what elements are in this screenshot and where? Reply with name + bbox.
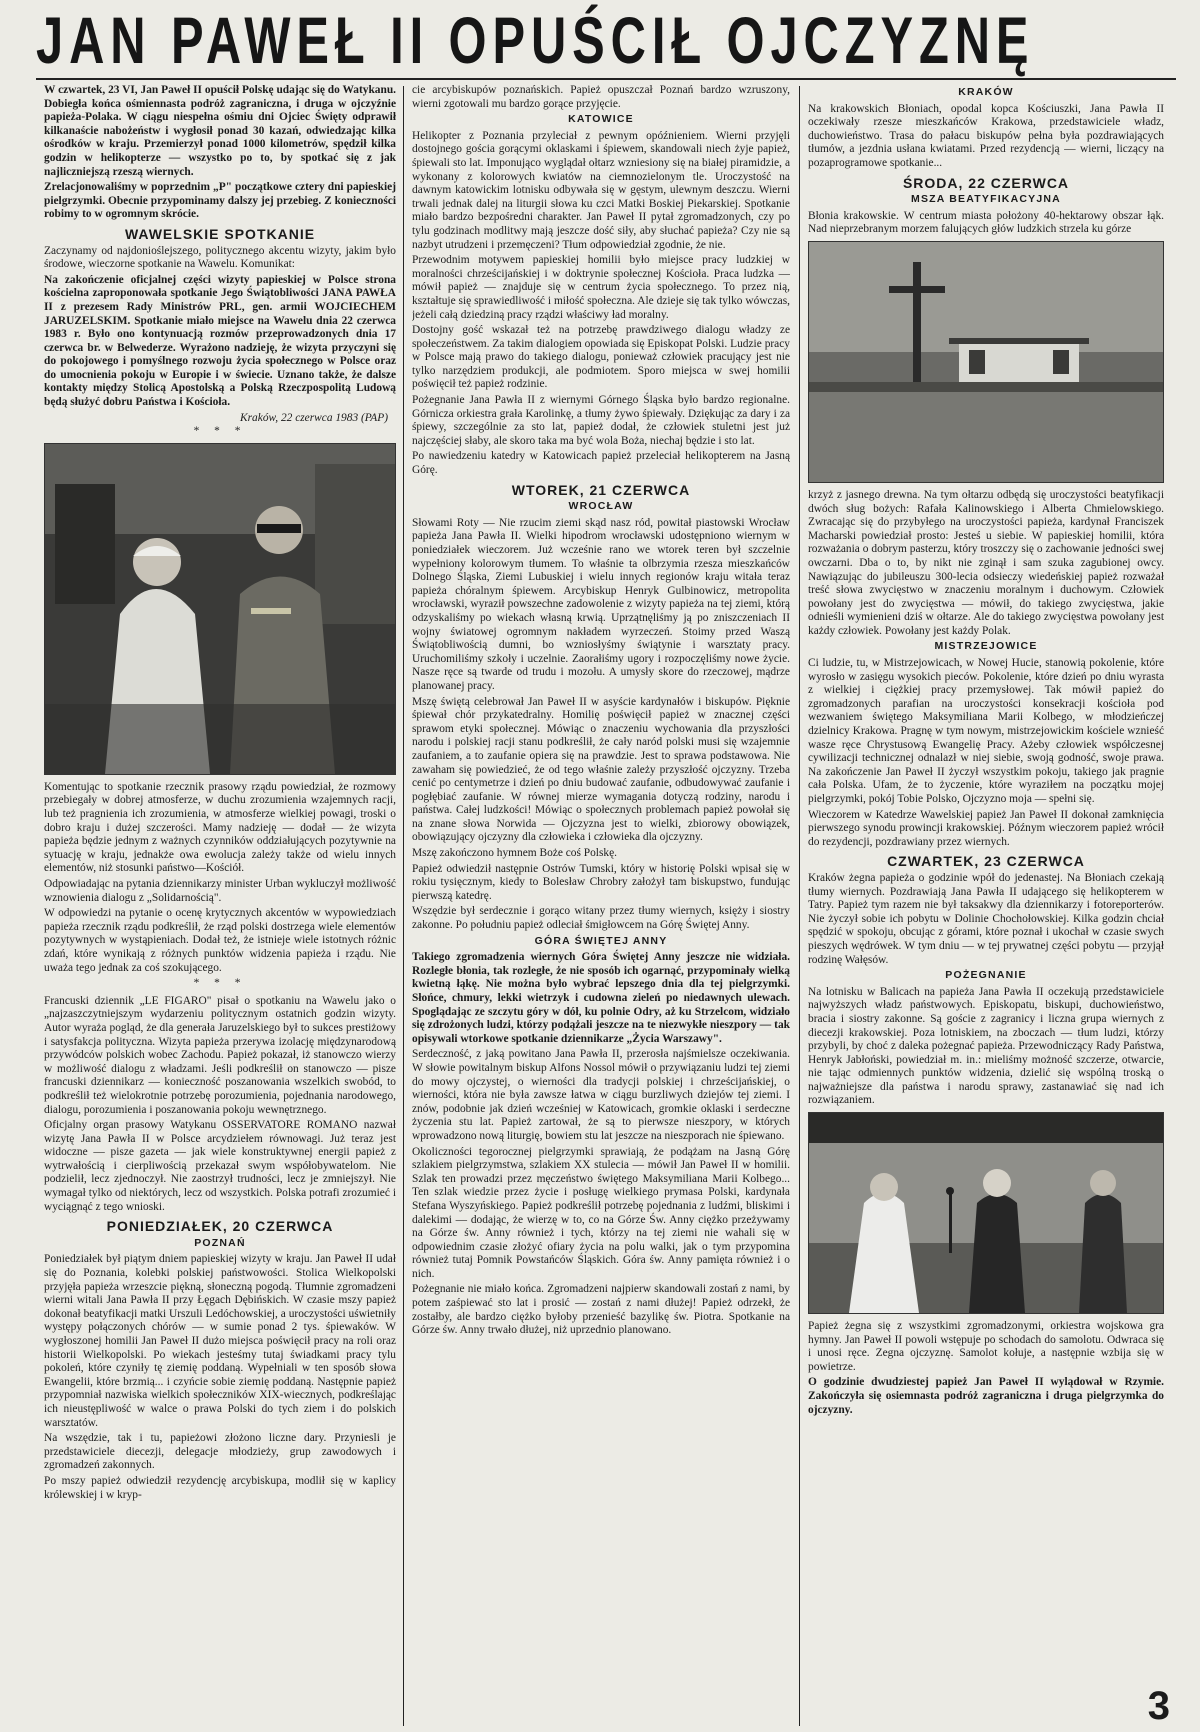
paragraph: Wieczorem w Katedrze Wawelskiej papież Jan Paweł II dokonał zamknięcia pierwszego synodu prowincji krakowskiej. Późnym wieczorem papież wrócił do rezydencji, pozdrawiany przez wiernych.: [808, 808, 1164, 848]
paragraph: Mszę świętą celebrował Jan Paweł II w asyście kardynałów i biskupów. Pięknie śpiewał chór przykatedralny. Homilię poświęcił papież w znacznej części sprawom etyki społecznej. Mówiąc o znaczeniu wychowania dla przyszłości narodu i polskiej racji stanu podkreślił, że cały naród polski musi się wzajemnie zaufaniem, a to zaufanie opiera się na prawdzie. Jest to sprawa podstawowa. Nie zawaham się powiedzieć, że od tego właśnie zależy przyszłość ojczyzny. Trzeba cenić po centymetrze i dzień po dniu budować zaufanie, odbudowywać zaufanie i pogłębiać zaufanie. W równej mierze wymagania dotyczą rodziny, narodu i państwa. Całej ludzkości! Mówiąc o społecznych problemach papież powołał się na znane słowa Norwida — Ojczyzna jest to wielki, zbiorowy obowiązek, obowiązujący ojczyzny dla człowieka i człowieka dla ojczyzny.: [412, 695, 790, 844]
paragraph: Pożegnanie nie miało końca. Zgromadzeni najpierw skandowali zostań z nami, by potem zaśpiewać sto lat i prosić — zostań z nami dłużej! Papież odrzekł, że zostałby, ale bardzo ciężko byłoby przenieść bazylikę św. Piotra. Spotkanie na Górze św. Anny trwało dłużej, niż uprzednio planowano.: [412, 1283, 790, 1337]
paragraph: Papież żegna się z wszystkimi zgromadzonymi, orkiestra wojskowa gra hymny. Jan Paweł II powoli wstępuje po schodach do samolotu. Odwraca się i unosi ręce. Zegna ojczyznę. Samolot kołuje, a następnie wzbija się w powietrze.: [808, 1320, 1164, 1373]
subheading-pozegnanie: POŻEGNANIE: [945, 969, 1027, 982]
subheading-wroclaw: WROCŁAW: [568, 500, 634, 513]
paragraph: Błonia krakowskie. W centrum miasta położony 40-hektarowy obszar łąk. Nad nieprzebranym morzem falujących głów ludzkich strzela ku górze: [808, 209, 1164, 236]
paragraph: Oficjalny organ prasowy Watykanu OSSERVATORE ROMANO nazwał wizytę Jana Pawła II w Polsce arcydziełem równowagi. Już teraz jest widoczne — pisze gazeta — jak wiele konstruktywnej energii papież z wytrwałością i cierpliwością przekazał swym współobywatelom. Nie podzielił, lecz zjednoczył. Nie zaostrzył trudności, lecz je zmniejszył. Nie wymagał tylko od niektórych, lecz od wszystkich. Polska potrafi zrozumieć i wyciągnąć z tego wnioski.: [44, 1119, 396, 1213]
subheading-mistrzejowice: MISTRZEJOWICE: [934, 640, 1038, 653]
paragraph: Na wszędzie, tak i tu, papieżowi złożono liczne dary. Przyniesli je przedstawiciele diecezji, delegacje młodzieży, grup zawodowych i zgromadzeń zakonnych.: [44, 1432, 396, 1472]
column-rule-2: [799, 86, 800, 1726]
paragraph: Serdeczność, z jaką powitano Jana Pawła II, przerosła najśmielsze oczekiwania. W słowie powitalnym biskup Alfons Nossol mówił o przywiązaniu ludzi tej ziemi do mowy ojczystej, o wierności dla tradycji polskiej i chrześcijańskiej, o wierności, która nie była zawsze łatwa w ciągu burzliwych dziejów tej ziemi. I znów, podobnie jak dzień wcześniej w Katowicach, gromkie oklaski i serdeczne życzenia stu lat. Papież zartował, że są to pierwsze nieszpory, w których wprowadzono nową liturgię, bowiem stu lat jeszcze na nieszporach nie śpiewano.: [412, 1048, 790, 1142]
heading-tuesday: WTOREK, 21 CZERWCA: [511, 481, 691, 498]
paragraph: Po mszy papież odwiedził rezydencję arcybiskupa, modlił się w kaplicy królewskiej i w kryp-: [44, 1474, 396, 1501]
column-2: [412, 84, 790, 1724]
photo-balice-farewell-image: [809, 1113, 1163, 1313]
subheading-msza: MSZA BEATYFIKACYJNA: [911, 193, 1061, 206]
paragraph: Przewodnim motywem papieskiej homilii było miejsce pracy ludzkiej w moralności chrześcijańskiej i w doktrynie społecznej Kościoła. Praca ludzka — mówił papież — znajduje się w centrum życia społecznego. To przez nią, kształtuje się sprawiedliwość i miłość społeczna. Ale dzieje się tak tylko wówczas, jeżeli całą dziedziną pracy rządzi właściwy ład moralny.: [412, 254, 790, 321]
column-rule-1: [403, 86, 404, 1726]
paragraph: Kraków żegna papieża o godzinie wpół do jedenastej. Na Błoniach czekają tłumy wiernych. Pozdrawiają Jana Pawła II udającego się helikopterem w Tatry. Papież tym razem nie był taksakwy dla dziennikarzy i fotoreporterów. Nie życzył sobie ich pobytu w Dolinie Chochołowskiej. Kilka godzin chciał spędzić w spokoju, obcując z górami, które poznał i ukochał w czasie swych pieszych wędrówek. W tym dniu — w tej prywatnej części pobytu — przyjął rodzinę Wałęsów.: [808, 871, 1164, 966]
intro-paragraph-2: Zrelacjonowaliśmy w poprzednim „P" początkowe cztery dni papieskiej pielgrzymki. Obecnie przypominamy dalszy jej przebieg. Z konieczności robimy to w ogromnym skrócie.: [44, 181, 396, 221]
paragraph: Komentując to spotkanie rzecznik prasowy rządu powiedział, że rozmowy przebiegały w dobrej atmosferze, w duchu zrozumienia wzajemnych racji, lub też pragnienia ich zrozumienia, w atmosferze wielkiej powagi, troski o dobro kraju i dużej szczerości. Mamy nadzieję — dodał — że wizyta papieża będzie jednym z ważnych czynników oddziałujących pozytywnie na sytuację w kraju, jednakże owa ewolucja zależy także od wielu innych elementów, niż stosunki państwo—Kościół.: [44, 780, 396, 875]
paragraph: O godzinie dwudziestej papież Jan Paweł II wylądował w Rzymie. Zakończyła się osiemnasta podróż zagraniczna i druga pielgrzymka do ojczyzny.: [808, 1376, 1164, 1416]
paragraph: Wszędzie był serdecznie i gorąco witany przez tłumy wiernych, księży i siostry zakonne. Po południu papież odleciał śmigłowcem na Górę Świętej Anny.: [412, 905, 790, 932]
separator-stars: * * *: [193, 977, 247, 990]
column-1: [44, 84, 396, 1724]
paragraph: krzyż z jasnego drewna. Na tym ołtarzu odbędą się uroczystości beatyfikacji dwóch sług bożych: Rafała Kalinowskiego i Alberta Chmielowskiego. Zwracając się do przybyłego na uroczystości papieża, kardynał Franciszek Macharski powiedział prosto: Jesteś u siebie. W papieskiej homilii, która rozważania o dobrym pasterzu, który troszczy się o zachowanie jedności swej owczarni. Dba o to, by nikt nie zginął i sam szuka zagubionej owcy. Nawiązując do jubileuszu 300-lecia odsieczy wiedeńskiej papież rozważał treść słowa zwycięstwo w znaczeniu moralnym i duchowym. Człowiek powołany jest do zwycięstwa — mówił, do takiego zwycięstwa, jakie odnieśli wymienieni dziś w ołtarze. Ale do takiego zwycięstwa powołany jest każdy człowiek. Powołany jest każdy Polak.: [808, 488, 1164, 637]
paragraph: Słowami Roty — Nie rzucim ziemi skąd nasz ród, powitał piastowski Wrocław papieża Jana Pawła II. Wielki hipodrom wrocławski udostępniono wiernym w poniedziałek wieczorem. Już wcześnie rano we wtorek teren był szczelnie wypełniony kolorowym tłumem. To właśnie ta olbrzymia rzesza mieszkańców Dolnego Śląska, Ziemi Lubuskiej i wielu innych regionów kraju witała teraz papieża chóralnym śpiewem. Arcybiskup Henryk Gulbinowicz, metropolita wrocławski, wyraził powszechne zadowolenie z wizyty papieża na tej ziemi, którą odzyskaliśmy po wiekach własną krwią. Uprzątnęliśmy ją po zniszczeniach II wojny światowej ogromnym nakładem wyrzeczeń. Stoimy przed Waszą Świątobliwością dumni, bo wzniosłyśmy świątynie i warsztaty pracy. Uruchomiliśmy szkoły i uczelnie. Zaorałiśmy ugory i rozpoczęliśmy nowe życie. Nasze ręce są twarde od trudu i mozołu. A umysły skore do rzeczowej, mądrze planowanej pracy.: [412, 516, 790, 692]
dateline: Kraków, 22 czerwca 1983 (PAP): [240, 411, 388, 424]
paragraph: Pożegnanie Jana Pawła II z wiernymi Górnego Śląska było bardzo regionalne. Górnicza orkiestra grała Karolinkę, a tłumy żywo śpiewały. Dziękując za dary i za śpiewy, szczególnie za sto lat, papież dodał, że człowiek stuletni jest już najczęściej słaby, ale skoro taka ma być wola Boża, niechaj będzie i sto lat.: [412, 394, 790, 447]
communique-paragraph: Na zakończenie oficjalnej części wizyty papieskiej w Polsce strona kościelna zaproponowała spotkanie Jego Świątobliwości JANA PAWŁA II z prezesem Rady Ministrów PRL, gen. armii WOJCIECHEM JARUZELSKIM. Spotkanie miało miejsce na Wawelu dnia 22 czerwca 1983 r. Było ono kontynuacją rozmów przeprowadzonych dnia 17 czerwca br. w Belwederze. Wyrażono nadzieję, że wizyta przyczyni się do pokojowego i pomyślnego rozwoju życia społecznego w Polsce oraz do umocnienia pokoju w Europie i w świecie. Uznano także, że dalsze kontakty między Stolicą Apostolską a Polską Rzeczpospolitą Ludową będą służyć dobru Państwa i Kościoła.: [44, 273, 396, 409]
column-3: [808, 84, 1164, 1724]
photo-blonia-altar-image: [809, 242, 1163, 482]
subheading-krakow: KRAKÓW: [958, 86, 1014, 98]
paragraph: cie arcybiskupów poznańskich. Papież opuszczał Poznań bardzo wzruszony, wierni zgotowali mu bardzo gorące przyjęcie.: [412, 84, 790, 110]
paragraph: Helikopter z Poznania przyleciał z pewnym opóźnieniem. Wierni przyjęli dostojnego gościa gorącymi oklaskami i śpiewem, skandowali niech żyje papież, śpiewali sto lat. Imponująco wyglądał ołtarz wzniesiony się na białej piramidzie, a wykonany z kolorowych kwiatów na ciemnozielonym tle. Uroczystość na dawnym katowickim lotnisku odbywała się w gęstym, ulewnym deszczu. Wierni trwali jednak dalej na liturgii słowa ku czci Matki Boskiej Piekarskiej. Spotkanie miało bardzo bezpośredni charakter. Jan Paweł II pytał zgromadzonych, czy po tylu godzinach modlitwy mają jeszcze dość siły, aby słuchać papieża? Czy nie są nazbyt utrudzeni i przemęczeni? Tłum odpowiedział zgodnie, że nie.: [412, 129, 790, 251]
subheading-gora-anny: GÓRA ŚWIĘTEJ ANNY: [534, 934, 668, 947]
page-title: JAN PAWEŁ II OPUŚCIŁ OJCZYZNĘ: [36, 3, 1035, 77]
photo-pope-jaruzelski-image: [45, 444, 395, 774]
separator-stars: * * *: [193, 425, 247, 438]
paragraph: Zaczynamy od najdonioślejszego, politycznego akcentu wizyty, jakim było środowe, wieczorne spotkanie na Wawelu. Komunikat:: [44, 244, 396, 271]
paragraph: Po nawiedzeniu katedry w Katowicach papież przeleciał helikopterem na Jasną Górę.: [412, 450, 790, 477]
paragraph: Papież odwiedził następnie Ostrów Tumski, który w historię Polski wpisał się w rokiu tysięcznym, kiedy to Bolesław Chrobry założył tam biskupstwo, fundując pierwszą katedrę.: [412, 862, 790, 902]
paragraph: Takiego zgromadzenia wiernych Góra Świętej Anny jeszcze nie widziała. Rozległe błonia, tak rozległe, że nie sposób ich ogarnąć, przypominały wielką kwietną łąkę. Nie można było wybrać lepszego dnia dla tej pielgrzymki. Słońce, chmury, lekki wietrzyk i cudowna zieleń po niedawnych ulewach. Spoglądając ze szczytu góry w dół, ku polnie Odry, aż ku Strzelcom, widziało się zdrożonych ludzi, którzy podążali jeszcze na te niezwykłe nieszpory — tak opisywali wtorkowe spotkanie dziennikarze „Życia Warszawy".: [412, 951, 790, 1045]
paragraph: Okoliczności tegorocznej pielgrzymki sprawiają, że podążam na Jasną Górę szlakiem pielgrzymstwa, szlakiem XX stulecia — mówił Jan Paweł II w homilii. Szlak ten prowadzi przez męczeństwo świętego Maksymiliana Marii Kolbego... Ten szlak wiedzie przez życie i posługę wielkiego prymasa Polski, kardynała Stefana Wyszyńskiego. Papież podkreślił potrzebę pojednania z ludźmi, bliskimi i dalekimi — dodając, że wierzę w to, co na Górze Św. Anny ciężko przeżywamy na Górze św. Anny również i tych, którzy na tej ziemi nie wahali się w odpowiednim czasie złożyć ofiary życia na polu walki, jak o tym przypomina również tutaj Pomnik Powstańców Śląskich. Góra św. Anny pamięta również i o nich.: [412, 1145, 790, 1280]
paragraph: Odpowiadając na pytania dziennikarzy minister Urban wykluczył możliwość wznowienia dialogu z „Solidarnością".: [44, 878, 396, 904]
paragraph: Francuski dziennik „LE FIGARO" pisał o spotkaniu na Wawelu jako o „najzaszczytniejszym wydarzeniu politycznym ostatnich godzin wizyty. Autor wyraża pogląd, że dla generała Jaruzelskiego był to sukces prestiżowy i satysfakcja polityczna. Wizyta papieża przerywa izolację międzynarodową przywódców polskich wobec Zachodu. Papież pokazał, iż stanowczo wierzy w możliwość dialogu z władzami. Jeśli podkreślił on stanowczo — pisze francuski dziennikarz — konieczność poszanowania wszelkich swobód, to podkreślił też wielokrotnie potrzebę porozumienia, pojednania narodowego, dialogu, porozumienia i poszanowania pokoju wewnętrznego.: [44, 994, 396, 1116]
subheading-katowice: KATOWICE: [568, 113, 634, 126]
paragraph: W odpowiedzi na pytanie o ocenę krytycznych akcentów w wypowiedziach papieża rzecznik rządu podkreślił, że rząd polski dostrzega wiele elementów pozytywnych w wystąpieniach. Dodał też, że istnieje wiele istotnych różnic zdań, które wynikają z różnych punktów widzenia papieża i rządu. Nie uważa tego jednak za coś szokującego.: [44, 907, 396, 974]
paragraph: Mszę zakończono hymnem Boże coś Polskę.: [412, 847, 617, 860]
heading-wednesday: ŚRODA, 22 CZERWCA: [902, 174, 1070, 191]
heading-monday: PONIEDZIAŁEK, 20 CZERWCA: [106, 1218, 334, 1235]
paragraph: Ci ludzie, tu, w Mistrzejowicach, w Nowej Hucie, stanowią pokolenie, które wyrosło w zasięgu wysokich pieców. Pokolenie, które dzień po dniu wyrasta z wielkiej i ciężkiej pracy przemysłowej. Tak mówił papież do zgromadzonych parafian na uroczystości konsekracji kościoła pod wezwaniem świętego Maksymiliana Marii Kolbego, w młodzieńczej dzielnicy Krakowa. Pragnę w tym nowym, mistrzejowickim kościele wznieść wasze ręce Chrystusową Ewangelię Pracy. Ażeby człowiek współczesnej cywilizacji technicznej odnalazł w niej siebie, swoją godność, swoje prawa. Na zakończenie Jan Paweł II życzył wszystkim pokoju, takiego jak pragnie cała Polska. Ufam, że to życzenie, które wyraziłem na początku mojej pielgrzymki, pokój Tobie Polsko, Ojczyzno moja — spełni się.: [808, 657, 1164, 805]
paragraph: Na krakowskich Błoniach, opodal kopca Kościuszki, Jana Pawła II oczekiwały rzesze mieszkańców Krakowa, przedstawiciele władz, duchowieństwo. Trasa do pałacu biskupów pełna była pozdrawiających tłumów, a jezdnia usłana kwiatami. Przed rezydencją — wierni, liczący na pozaprogramowe spotkanie...: [808, 102, 1164, 169]
heading-wawel: WAWELSKIE SPOTKANIE: [124, 225, 316, 242]
page-number: 3: [1147, 1684, 1170, 1728]
paragraph: Dostojny gość wskazał też na potrzebę prawdziwego dialogu władzy ze społeczeństwem. Za takim dialogiem opowiada się Episkopat Polski. Ludzie pracy w Polsce mają prawo do takiego dialogu, ponieważ człowiek pracujący jest nie tylko narzędziem produkcji, ale podmiotem. Sporo miejsca w swej homilii poświęcił też papież rodzinie.: [412, 324, 790, 391]
heading-thursday: CZWARTEK, 23 CZERWCA: [887, 853, 1085, 870]
intro-paragraph: W czwartek, 23 VI, Jan Paweł II opuścił Polskę udając się do Watykanu. Dobiegła końca ośmiennasta podróż zagraniczna, i druga w ojczyźnie papieża-Polaka. W ciągu niespełna ośmiu dni Ojciec Święty odprawił kilkanaście nabożeństw i wygłosił ponad 30 kazań, odwiedzając kilka ośrodków w kraju. Przemierzył ponad 1000 kilometrów, spędził kilka godzin w helikopterze — wszystko po to, by spotkać się z jak najliczniejszą rzeszą wiernych.: [44, 84, 396, 178]
title-rule: [36, 78, 1176, 80]
photo-blonia-altar: [808, 241, 1164, 483]
paragraph: Na lotnisku w Balicach na papieża Jana Pawła II oczekują przedstawiciele najwyższych władz państwowych. Episkopatu, biskupi, duchowieństwo, bracia i siostry zakonne. Są goście z zagranicy i liczna grupa wiernych z diecezji krakowskiej. Poza lotniskiem, na zboczach — tłum ludzi, którzy przybyli, by choć z daleka pożegnać papieża. Przewodniczący Rady Państwa, Henryk Jabłoński, powiedział m. in.: mieliśmy możność szczerze, otwarcie, nie tając odmiennych punktów widzenia, dzielić się wspólną troską o najważniejsze dla państwa i narodu sprawy, zastanawiać się nad ich rozwiązaniem.: [808, 985, 1164, 1107]
paragraph: Poniedziałek był piątym dniem papieskiej wizyty w kraju. Jan Paweł II udał się do Poznania, kolebki polskiej państwowości. Stolica Wielkopolski przyjęła papieża wrzeszcie piękną, słoneczną pogodą. Tłumnie zgromadzeni wierni witali Jana Pawła II przy Łęgach Dębińskich. W czasie mszy papież dokonał beatyfikacji matki Urszuli Ledóchowskiej, a uroczystości uświetniły występy połączonych chórów — w sumie ponad 2 tys. śpiewaków. W wygłoszonej homilii Jan Paweł II dużo miejsca poświęcił pracy na roli oraz historii Wielkopolski. Po wiekach jesteśmy tutaj świadkami pracy tylu pokoleń, które czyniły tę ziemię poddaną. Wypełniali w ten sposób słowa Ewangelii, które brzmią... i czyńcie sobie ziemię poddaną. Następnie papież przypomniał nazwiska wielkich społeczników XIX-wiecznych, podkreślając ich nieustępliwość w walce o prawa Polski do tych ziem i do polskich warsztatów.: [44, 1253, 396, 1429]
photo-balice-farewell: [808, 1112, 1164, 1314]
photo-pope-jaruzelski: [44, 443, 396, 775]
subheading-poznan: POZNAŃ: [194, 1236, 246, 1249]
